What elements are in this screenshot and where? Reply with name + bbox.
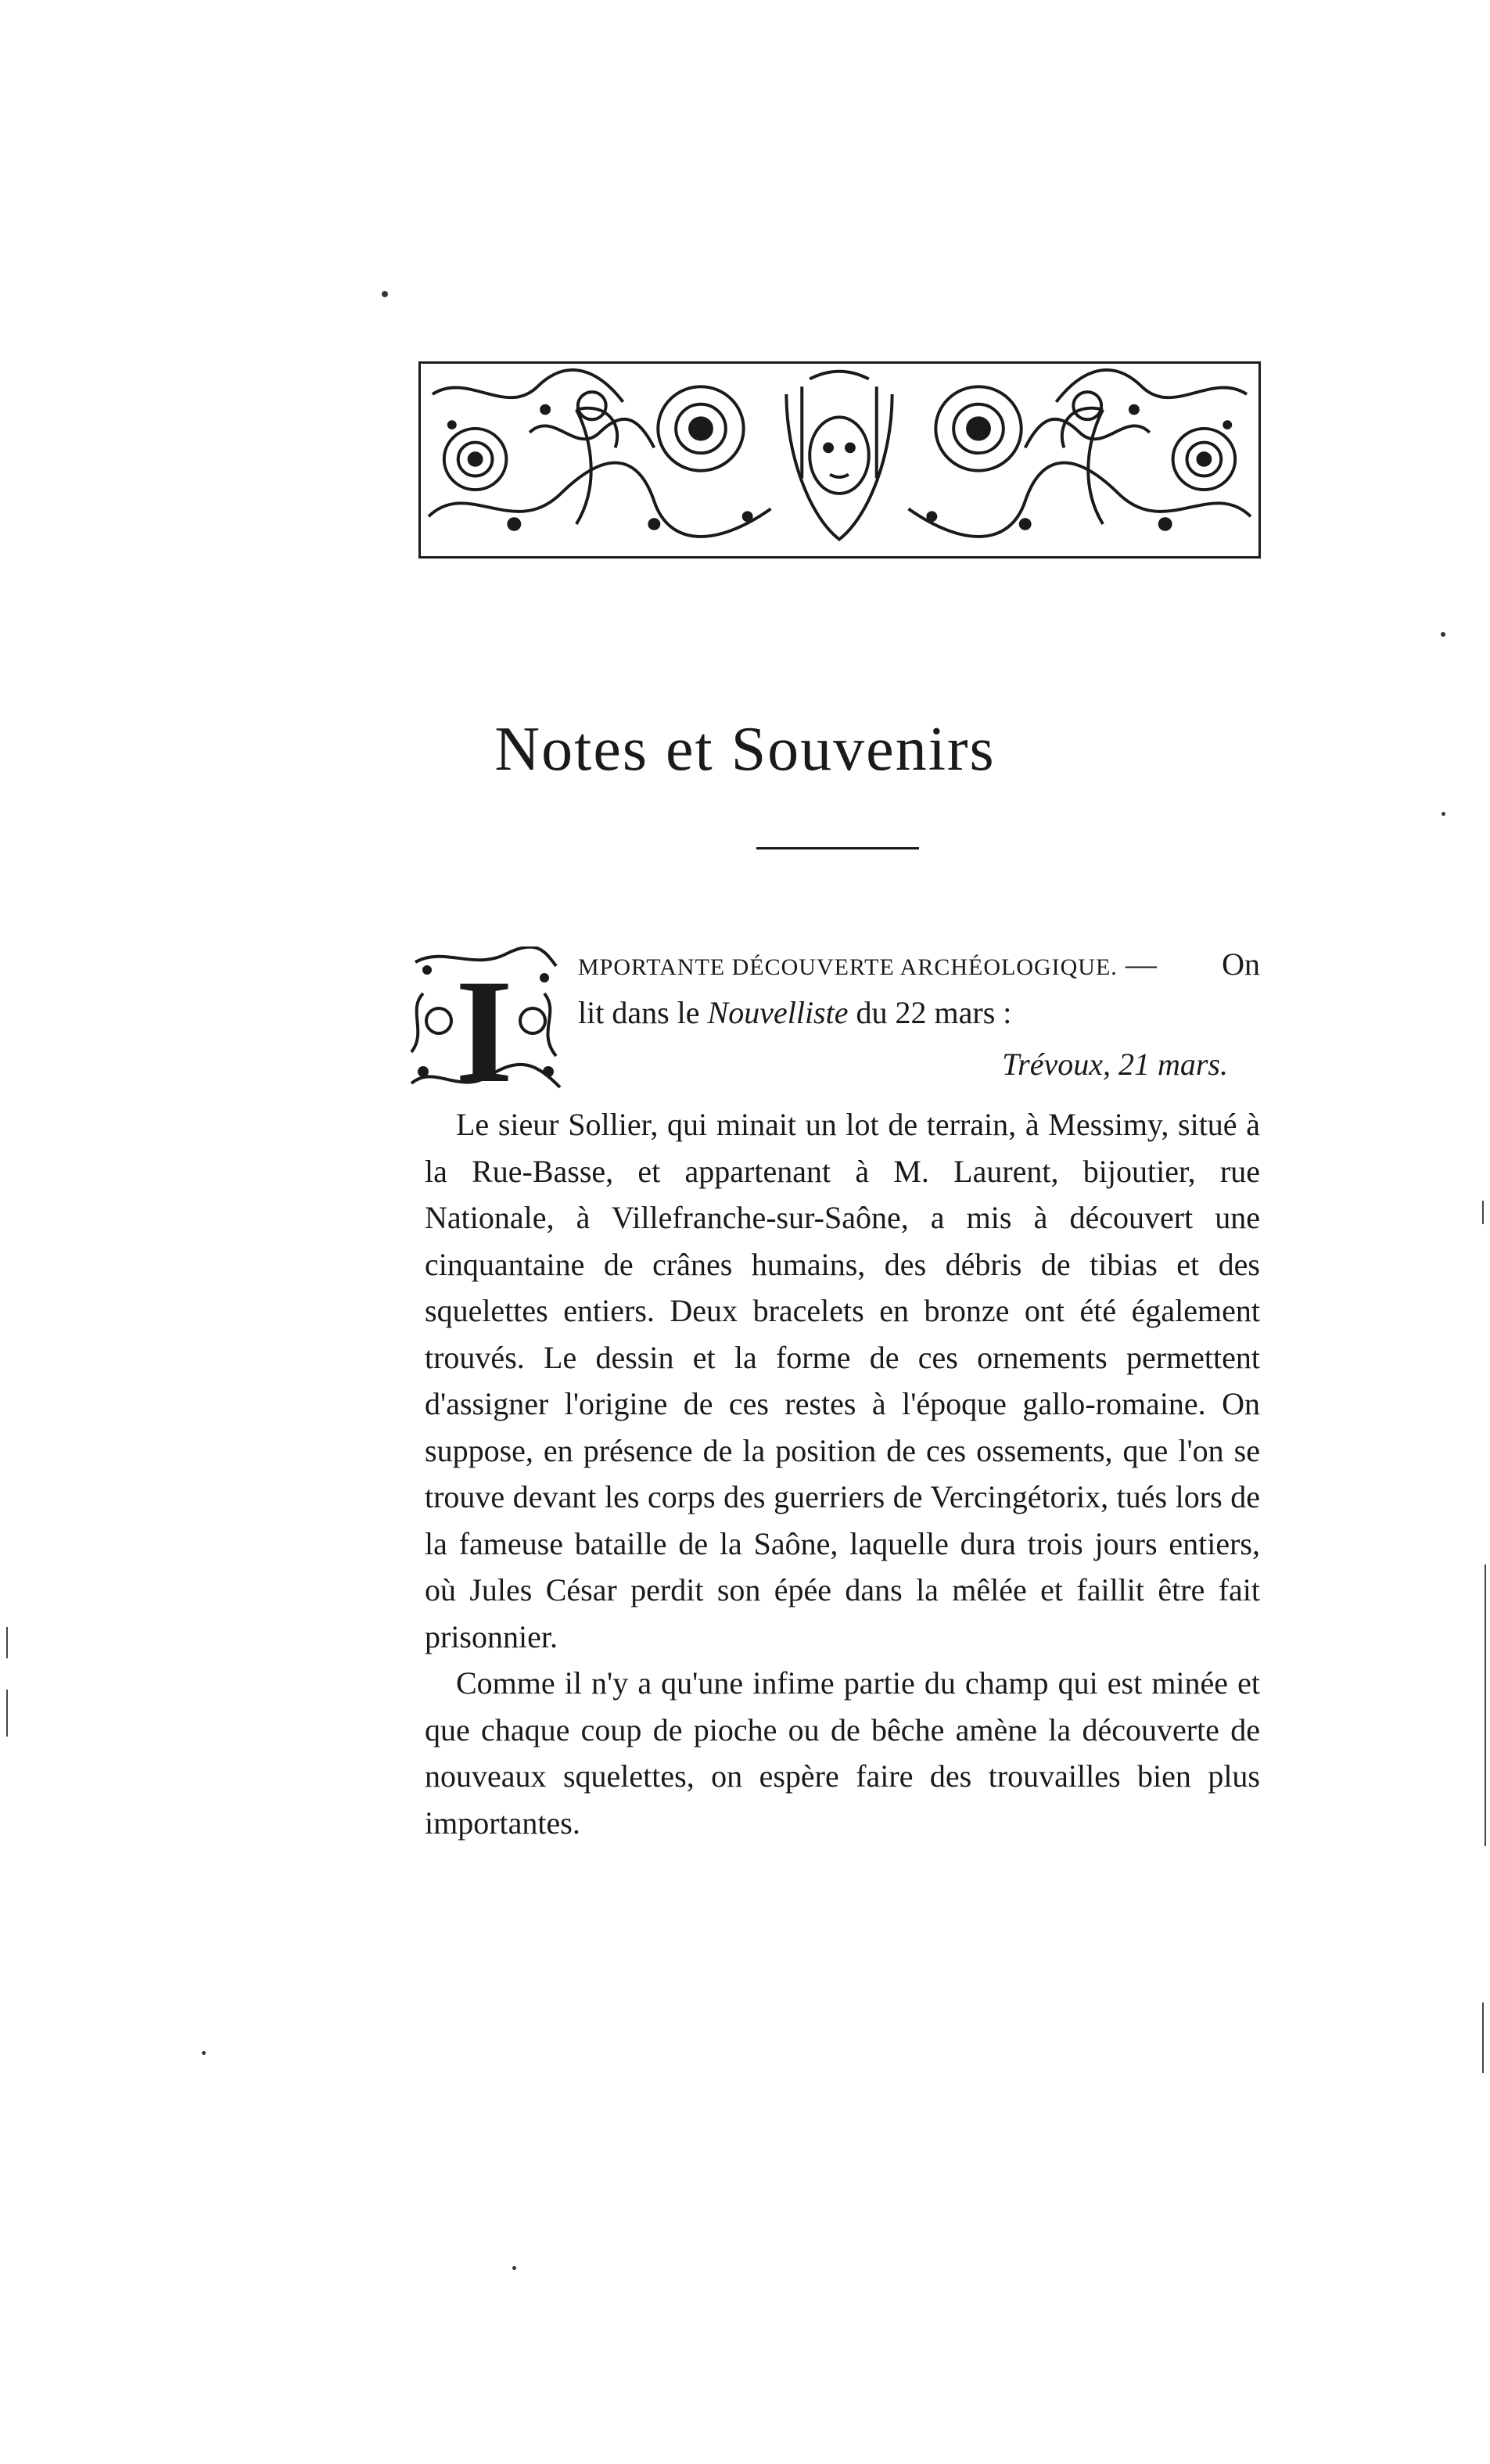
ornamental-headpiece <box>418 361 1261 559</box>
paragraph: Le sieur Sollier, qui minait un lot de terrain, à Messimy, situé à la Rue-Basse, et appartenant à M. Laurent, bijoutier, rue Nationale, à Villefranche-sur-Saône, a mis à découvert une cinquantaine de crânes humains, des débris de tibias et des squelettes entiers. Deux bracelets en bronze ont été également trouvés. Le dessin et la forme de ces ornements permettent d'assigner l'origine de ces restes à l'époque gallo-romaine. On suppose, en présence de la position de ces ossements, que l'on se trouve devant les corps des guerriers de Vercingétorix, tués lors de la fameuse bataille de la Saône, laquelle dura trois jours entiers, où Jules César perdit son épée dans la mêlée et faillit être fait prisonnier. <box>425 1107 1260 1654</box>
page-title: Notes et Souvenirs <box>494 715 996 784</box>
scan-speck <box>202 2051 206 2055</box>
source-suffix: du 22 mars : <box>848 995 1012 1030</box>
source-name: Nouvelliste <box>707 995 849 1030</box>
ornament-illustration <box>421 364 1258 556</box>
title-divider <box>756 847 919 849</box>
heading-text: MPORTANTE DÉCOUVERTE ARCHÉOLOGIQUE. <box>578 954 1118 980</box>
scan-speck <box>512 2266 516 2270</box>
source-prefix: lit dans le <box>578 995 708 1030</box>
scan-speck <box>1442 812 1445 816</box>
scan-edge-mark <box>1482 1201 1484 1224</box>
source-line <box>578 993 1011 1033</box>
scan-edge-mark <box>1485 1564 1486 1846</box>
scan-edge-mark <box>1482 2002 1484 2073</box>
scan-speck <box>1441 632 1445 637</box>
heading-dash: — <box>1125 946 1157 982</box>
scan-edge-mark <box>6 1690 8 1737</box>
article-body <box>425 1101 1260 1846</box>
scan-edge-mark <box>6 1627 8 1658</box>
drop-cap-ornament <box>404 946 565 1095</box>
article-heading <box>578 945 1260 987</box>
dateline: Trévoux, 21 mars. <box>1002 1047 1228 1082</box>
drop-cap-letter: I <box>455 950 513 1095</box>
drop-cap-initial <box>404 946 565 1095</box>
scan-speck <box>382 291 388 297</box>
paragraph: Comme il n'y a qu'une infime partie du champ qui est minée et que chaque coup de pioche ou de bêche amène la découverte de nouveaux squelettes, on espère faire des trouvailles bien plus importantes. <box>425 1665 1260 1841</box>
heading-continuation: On <box>1222 946 1260 982</box>
